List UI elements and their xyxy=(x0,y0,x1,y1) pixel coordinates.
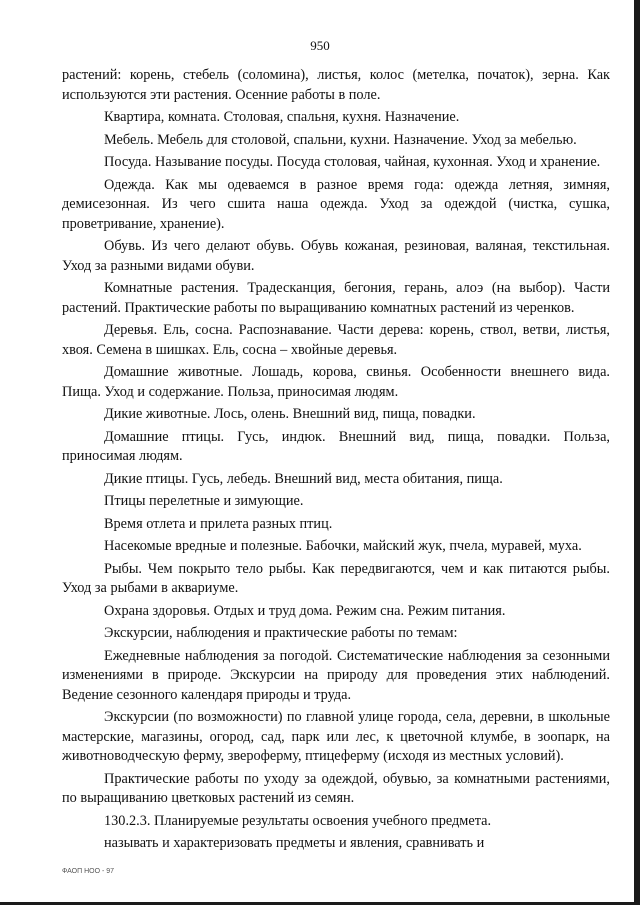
paragraph: Одежда. Как мы одеваемся в разное время года: одежда летняя, зимняя, демисезонная. Из чего сшита наша одежда. Уход за одеждой (чистка, сушка, проветривание, хранение). xyxy=(62,176,610,232)
page-footer: ФАОП НОО - 97 xyxy=(62,868,115,875)
paragraph: Насекомые вредные и полезные. Бабочки, майский жук, пчела, муравей, муха. xyxy=(104,538,582,554)
paragraph: Экскурсии, наблюдения и практические работы по темам: xyxy=(104,625,458,641)
paragraph: Дикие животные. Лось, олень. Внешний вид, пища, повадки. xyxy=(104,406,476,422)
paragraph: Мебель. Мебель для столовой, спальни, кухни. Назначение. Уход за мебелью. xyxy=(104,131,577,148)
paragraph: Практические работы по уходу за одеждой, обувью, за комнатными растениями, по выращиванию цветковых растений из семян. xyxy=(62,770,610,806)
page-number: 950 xyxy=(310,38,330,53)
paragraph: Экскурсии (по возможности) по главной улице города, села, деревни, в школьные мастерские, магазины, огород, сад, парк или лес, к цветочной клумбе, в зоопарк, на животноводческую ферму, звероферму, птицеферму (исходя из местных условий). xyxy=(62,709,610,764)
paragraph: растений: корень, стебель (соломина), листья, колос (метелка, початок), зерна. Как используются эти растения. Осенние работы в поле. xyxy=(62,67,610,103)
paragraph: Дикие птицы. Гусь, лебедь. Внешний вид, места обитания, пища. xyxy=(104,470,503,487)
paragraph: Деревья. Ель, сосна. Распознавание. Части дерева: корень, ствол, ветви, листья, хвоя. Семена в шишках. Ель, сосна – хвойные деревья. xyxy=(62,322,610,358)
scan-edge-right xyxy=(634,0,640,905)
paragraph: Ежедневные наблюдения за погодой. Систематические наблюдения за сезонными изменениями в природе. Экскурсии на природу для проведения этих наблюдений. Ведение сезонного календаря природы и труда. xyxy=(62,647,610,703)
paragraph: Комнатные растения. Традесканция, бегония, герань, алоэ (на выбор). Части растений. Практические работы по выращиванию комнатных растений из черенков. xyxy=(62,280,610,316)
paragraph: называть и характеризовать предметы и явления, сравнивать и xyxy=(104,835,485,851)
section-heading: 130.2.3. Планируемые результаты освоения учебного предмета. xyxy=(104,812,492,829)
paragraph: Домашние птицы. Гусь, индюк. Внешний вид, пища, повадки. Польза, приносимая людям. xyxy=(62,428,610,464)
paragraph: Охрана здоровья. Отдых и труд дома. Режим сна. Режим питания. xyxy=(104,602,506,619)
paragraph: Домашние животные. Лошадь, корова, свинья. Особенности внешнего вида. Пища. Уход и содержание. Польза, приносимая людям. xyxy=(62,364,610,400)
paragraph: Посуда. Называние посуды. Посуда столовая, чайная, кухонная. Уход и хранение. xyxy=(104,154,601,170)
paragraph: Птицы перелетные и зимующие. xyxy=(104,493,304,509)
paragraph: Рыбы. Чем покрыто тело рыбы. Как передвигаются, чем и как питаются рыбы. Уход за рыбами в аквариуме. xyxy=(62,560,610,596)
paragraph: Квартира, комната. Столовая, спальня, кухня. Назначение. xyxy=(104,109,460,125)
page-body xyxy=(62,66,610,857)
paragraph: Время отлета и прилета разных птиц. xyxy=(104,515,333,532)
paragraph: Обувь. Из чего делают обувь. Обувь кожаная, резиновая, валяная, текстильная. Уход за разными видами обуви. xyxy=(62,238,610,274)
